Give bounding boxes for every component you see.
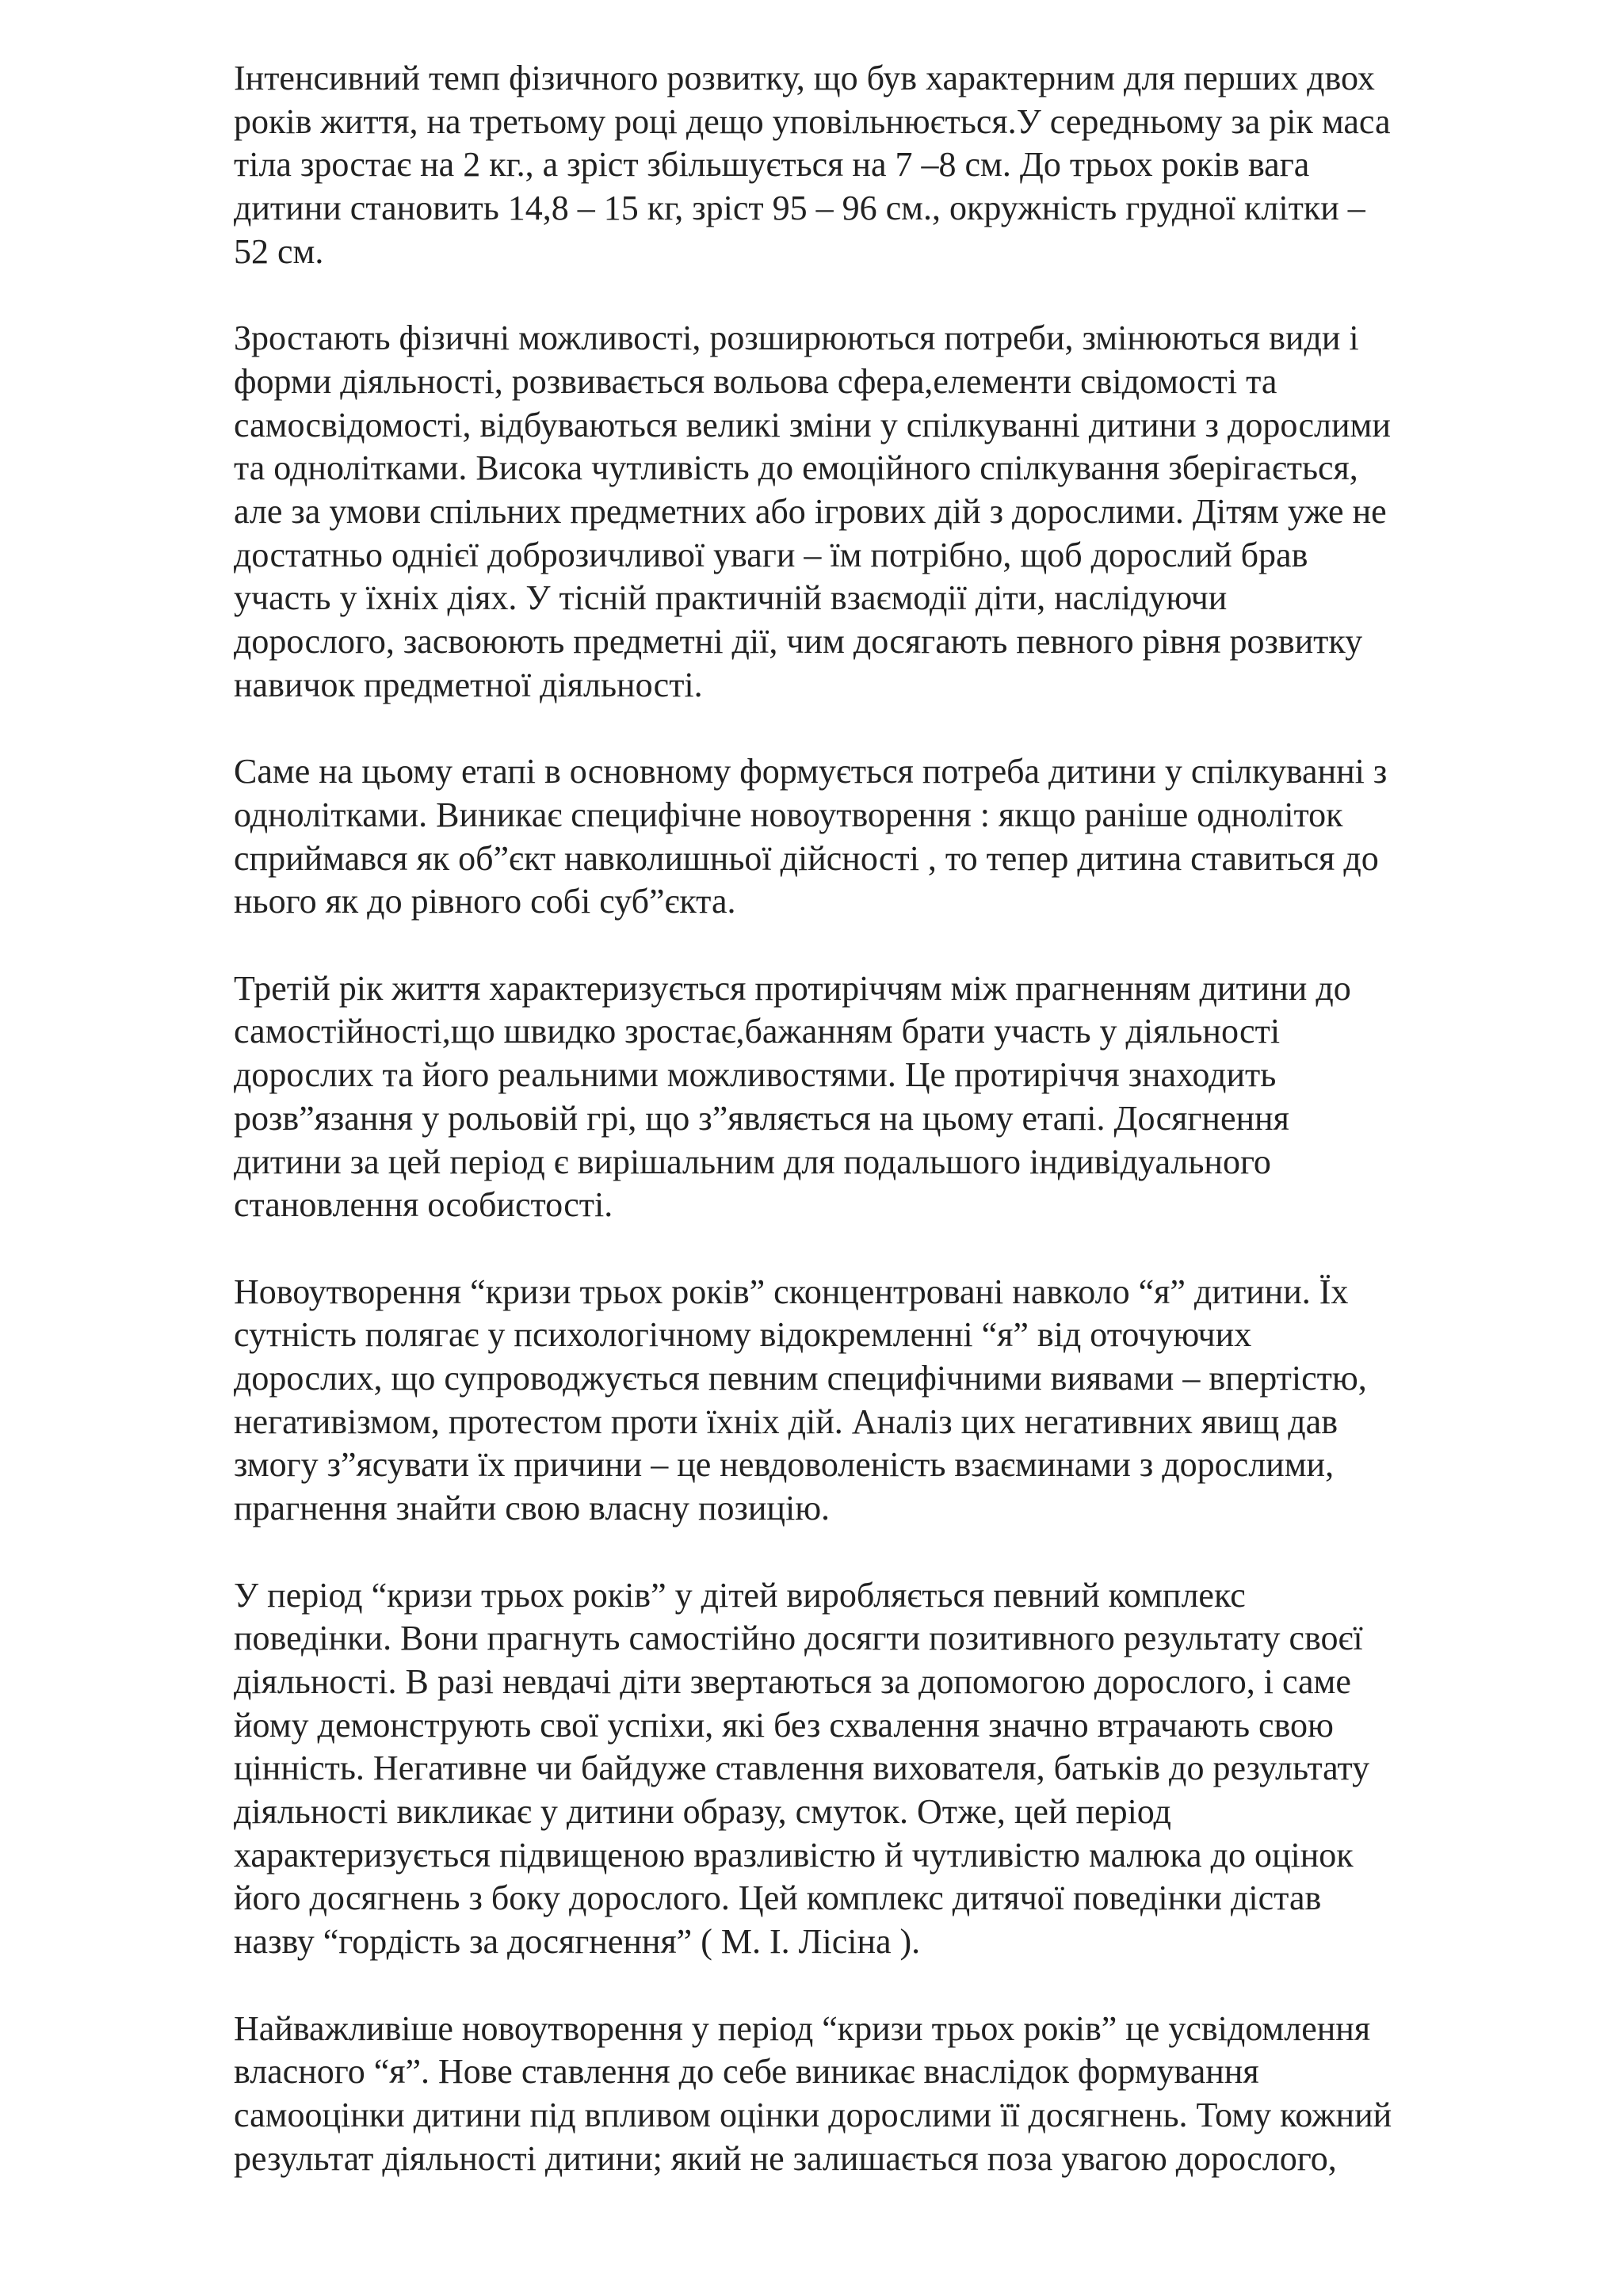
text-line: 52 см.: [234, 231, 324, 271]
text-line: нього як до рівного собі суб”єкта.: [234, 882, 736, 921]
text-line: дорослого, засвоюють предметні дії, чим досягають певного рівня розвитку: [234, 622, 1363, 662]
paragraph-peer-communication: [234, 750, 1533, 924]
text-line: діяльності викликає у дитини образу, смуток. Отже, цей період: [234, 1792, 1171, 1832]
text-line: характеризується підвищеною вразливістю й чутливістю малюка до оцінок: [234, 1835, 1354, 1875]
text-line: Новоутворення “кризи трьох років” сконцентровані навколо “я” дитини. Їх: [234, 1272, 1349, 1311]
document-body: [234, 57, 1533, 2224]
text-line: дитини становить 14,8 – 15 кг, зріст 95 – 96 см., окружність грудної клітки –: [234, 189, 1365, 228]
text-line: та однолітками. Висока чутливість до емоційного спілкування зберігається,: [234, 448, 1358, 488]
text-line: діяльності. В разі невдачі діти звертаються за допомогою дорослого, і саме: [234, 1661, 1351, 1701]
paragraph-physical-development: [234, 57, 1533, 274]
text-line: розв”язання у рольовій грі, що з”являється на цьому етапі. Досягнення: [234, 1098, 1289, 1138]
text-line: назву “гордість за досягнення” ( М. І. Лісіна ).: [234, 1922, 921, 1962]
text-line: Саме на цьому етапі в основному формується потреба дитини у спілкуванні з: [234, 752, 1388, 791]
paragraph-growing-abilities: [234, 317, 1533, 707]
text-line: тіла зростає на 2 кг., а зріст збільшується на 7 –8 см. До трьох років вага: [234, 145, 1310, 185]
text-line: Третій рік життя характеризується протиріччям між прагненням дитини до: [234, 968, 1351, 1008]
text-line: достатньо однієї доброзичливої уваги – їм потрібно, щоб дорослий брав: [234, 535, 1308, 574]
text-line: дитини за цей період є вирішальним для подальшого індивідуального: [234, 1142, 1271, 1181]
text-line: У період “кризи трьох років” у дітей виробляється певний комплекс: [234, 1575, 1246, 1615]
text-line: становлення особистості.: [234, 1185, 613, 1225]
text-line: прагнення знайти свою власну позицію.: [234, 1489, 831, 1528]
text-line: самооцінки дитини під впливом оцінки дорослими її досягнень. Тому кожний: [234, 2095, 1392, 2134]
text-line: однолітками. Виникає специфічне новоутворення : якщо раніше одноліток: [234, 795, 1343, 834]
paragraph-behavior-complex: [234, 1574, 1533, 1964]
text-line: самосвідомості, відбуваються великі зміни у спілкуванні дитини з дорослими: [234, 405, 1391, 444]
paragraph-self-awareness: [234, 2008, 1533, 2181]
text-line: років життя, на третьому році дещо уповільнюється.У середньому за рік маса: [234, 101, 1391, 141]
paragraph-third-year-contradiction: [234, 967, 1533, 1227]
text-line: йому демонструють свої успіхи, які без схвалення значно втрачають свою: [234, 1705, 1334, 1745]
text-line: форми діяльності, розвивається вольова сфера,елементи свідомості та: [234, 361, 1277, 401]
paragraph-crisis-neoformations: [234, 1271, 1533, 1531]
text-line: самостійності,що швидко зростає,бажанням брати участь у діяльності: [234, 1012, 1281, 1051]
text-line: дорослих, що супроводжується певним специфічними виявами – впертістю,: [234, 1359, 1367, 1398]
text-line: сутність полягає у психологічному відокремленні “я” від оточуючих: [234, 1315, 1252, 1355]
text-line: дорослих та його реальними можливостями. Це протиріччя знаходить: [234, 1055, 1277, 1095]
text-line: Інтенсивний темп фізичного розвитку, що був характерним для перших двох: [234, 59, 1375, 97]
text-line: цінність. Негативне чи байдуже ставлення вихователя, батьків до результату: [234, 1749, 1370, 1788]
text-line: але за умови спільних предметних або ігрових дій з дорослими. Дітям уже не: [234, 492, 1387, 532]
text-line: негативізмом, протестом проти їхніх дій. Аналіз цих негативних явищ дав: [234, 1402, 1338, 1441]
text-line: його досягнень з боку дорослого. Цей комплекс дитячої поведінки дістав: [234, 1878, 1322, 1918]
text-line: власного “я”. Нове ставлення до себе виникає внаслідок формування: [234, 2052, 1259, 2092]
text-line: Найважливіше новоутворення у період “кризи трьох років” це усвідомлення: [234, 2008, 1371, 2048]
text-line: поведінки. Вони прагнуть самостійно досягти позитивного результату своєї: [234, 1619, 1363, 1658]
text-line: сприймався як об”єкт навколишньої дійсності , то тепер дитина ставиться до: [234, 838, 1379, 878]
text-line: результат діяльності дитини; який не залишається поза увагою дорослого,: [234, 2138, 1337, 2178]
text-line: навичок предметної діяльності.: [234, 665, 703, 704]
text-line: змогу з”ясувати їх причини – це невдоволеність взаєминами з дорослими,: [234, 1445, 1335, 1485]
text-line: Зростають фізичні можливості, розширюються потреби, змінюються види і: [234, 318, 1359, 358]
text-line: участь у їхніх діях. У тісній практичній взаємодії діти, наслідуючи: [234, 578, 1228, 618]
